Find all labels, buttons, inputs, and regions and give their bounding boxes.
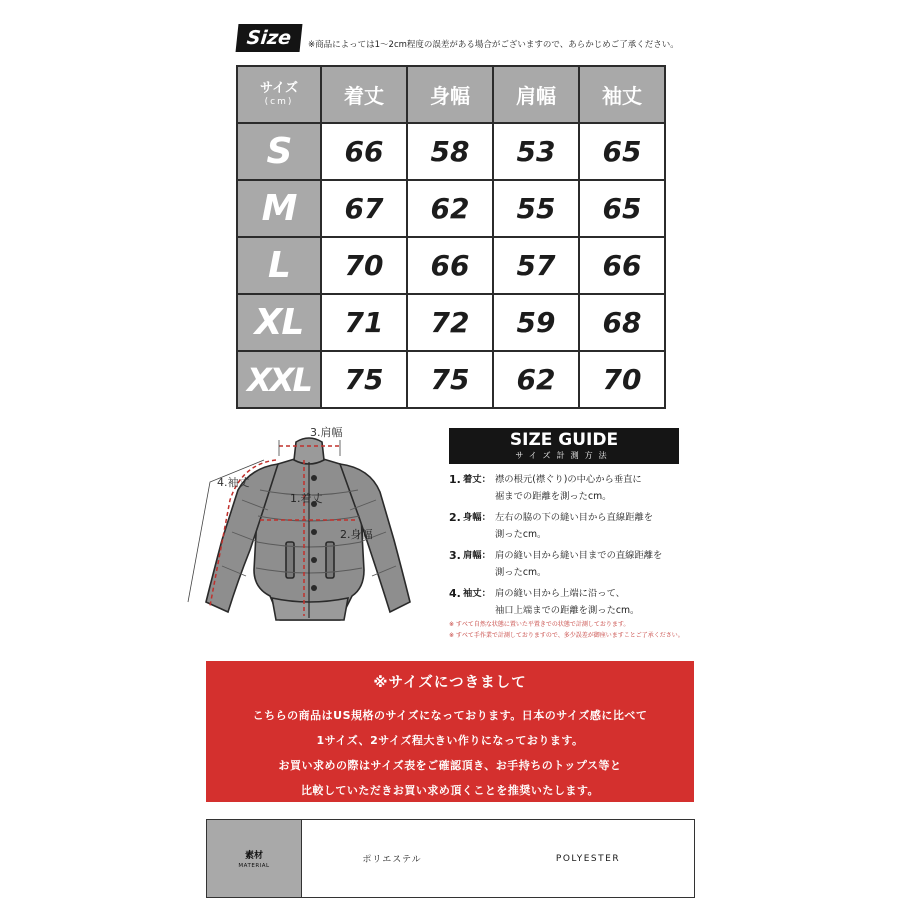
list-item: [449, 471, 694, 505]
size-guide-header: [449, 428, 679, 464]
unit-label: (cm): [264, 96, 294, 107]
notice-title: ※サイズにつきまして: [373, 675, 527, 691]
list-item: [449, 547, 694, 581]
guide-footnote-1: ※ すべて自然な状態に置いた平置きでの状態で計測しております。: [449, 621, 630, 628]
guide-footnote-2: ※ すべて手作業で計測しておりますので、多少誤差が御座いますことご了承ください。: [449, 632, 684, 639]
table-row: [237, 180, 665, 237]
guide-description: [495, 547, 694, 581]
table-row: [237, 351, 665, 408]
table-cell: 62: [407, 180, 493, 237]
column-header-sleeve: 袖丈: [579, 66, 665, 123]
column-header-length: 着丈: [321, 66, 407, 123]
material-values: [302, 820, 694, 897]
guide-key: 着丈：: [463, 474, 491, 485]
label-shoulder-width: 3.肩幅: [310, 426, 343, 439]
jacket-measurement-diagram: [180, 420, 445, 640]
table-cell: 66: [407, 237, 493, 294]
material-value-jp: ポリエステル: [362, 855, 422, 865]
guide-description: [495, 509, 694, 543]
column-header-width: 身幅: [407, 66, 493, 123]
size-guide-list: [449, 471, 694, 623]
size-label-s: S: [237, 123, 321, 180]
table-cell: 72: [407, 294, 493, 351]
table-cell: 65: [579, 123, 665, 180]
notice-line: 1サイズ、2サイズ程大きい作りになっております。: [316, 734, 584, 747]
material-label-en: MATERIAL: [238, 863, 270, 869]
guide-description: [495, 585, 694, 619]
guide-line: 襟の根元(襟ぐり)の中心から垂直に: [495, 474, 642, 485]
table-cell: 67: [321, 180, 407, 237]
table-cell: 66: [579, 237, 665, 294]
material-label-jp: 素材: [244, 851, 263, 861]
table-cell: 70: [579, 351, 665, 408]
size-table-header-row: [237, 66, 665, 123]
size-disclaimer-note: ※商品によっては1～2cm程度の誤差がある場合がございますので、あらかじめご了承ください。: [308, 40, 679, 50]
table-cell: 66: [321, 123, 407, 180]
guide-key: 肩幅：: [463, 550, 491, 561]
guide-key: 身幅：: [463, 512, 491, 523]
table-cell: 59: [493, 294, 579, 351]
material-label-cell: [207, 820, 302, 897]
guide-line: 左右の脇の下の縫い目から直線距離を: [495, 512, 654, 523]
table-cell: 70: [321, 237, 407, 294]
table-row: [237, 294, 665, 351]
label-body-length: 1.着丈: [290, 492, 323, 505]
size-guide-subtitle: サイズ計測方法: [515, 451, 613, 460]
guide-line: 裾までの距離を測ったcm。: [495, 491, 612, 502]
material-row: [206, 819, 695, 898]
guide-key: 袖丈：: [463, 588, 491, 599]
table-cell: 57: [493, 237, 579, 294]
table-cell: 68: [579, 294, 665, 351]
column-header-shoulder: 肩幅: [493, 66, 579, 123]
jacket-illustration-icon: [206, 438, 410, 620]
size-guide-title: SIZE GUIDE: [509, 430, 619, 450]
list-item: [449, 585, 694, 619]
size-notice-box: [206, 661, 694, 802]
size-label-m: M: [237, 180, 321, 237]
guide-line: 肩の縫い目から縫い目までの直線距離を: [495, 550, 663, 561]
table-cell: 65: [579, 180, 665, 237]
guide-description: [495, 471, 694, 505]
size-label-xxl: XXL: [237, 351, 321, 408]
table-cell: 75: [407, 351, 493, 408]
guide-number: 4.: [449, 587, 461, 600]
table-cell: 55: [493, 180, 579, 237]
guide-number: 2.: [449, 511, 461, 524]
list-item: [449, 509, 694, 543]
table-cell: 58: [407, 123, 493, 180]
guide-line: 測ったcm。: [495, 567, 547, 578]
guide-line: 袖口上端までの距離を測ったcm。: [495, 605, 640, 616]
notice-line: 比較していただきお買い求め頂くことを推奨いたします。: [300, 784, 600, 797]
notice-line: お買い求めの際はサイズ表をご確認頂き、お手持ちのトップス等と: [278, 759, 622, 772]
size-chart-table: [236, 65, 666, 409]
guide-number: 1.: [449, 473, 461, 486]
guide-line: 測ったcm。: [495, 529, 547, 540]
size-table-corner-cell: [237, 66, 321, 123]
notice-line: こちらの商品はUS規格のサイズになっております。日本のサイズ感に比べて: [252, 709, 648, 722]
table-cell: 53: [493, 123, 579, 180]
table-cell: 75: [321, 351, 407, 408]
table-cell: 62: [493, 351, 579, 408]
size-heading-tag: Size: [236, 24, 303, 52]
size-column-label: サイズ: [260, 80, 298, 96]
size-label-xl: XL: [237, 294, 321, 351]
label-sleeve-length: 4.袖丈: [217, 476, 250, 489]
guide-line: 肩の縫い目から上端に沿って、: [495, 588, 625, 599]
table-row: [237, 123, 665, 180]
size-label-l: L: [237, 237, 321, 294]
material-value-en: POLYESTER: [555, 853, 621, 864]
label-body-width: 2.身幅: [340, 528, 373, 541]
table-cell: 71: [321, 294, 407, 351]
guide-number: 3.: [449, 549, 461, 562]
table-row: [237, 237, 665, 294]
